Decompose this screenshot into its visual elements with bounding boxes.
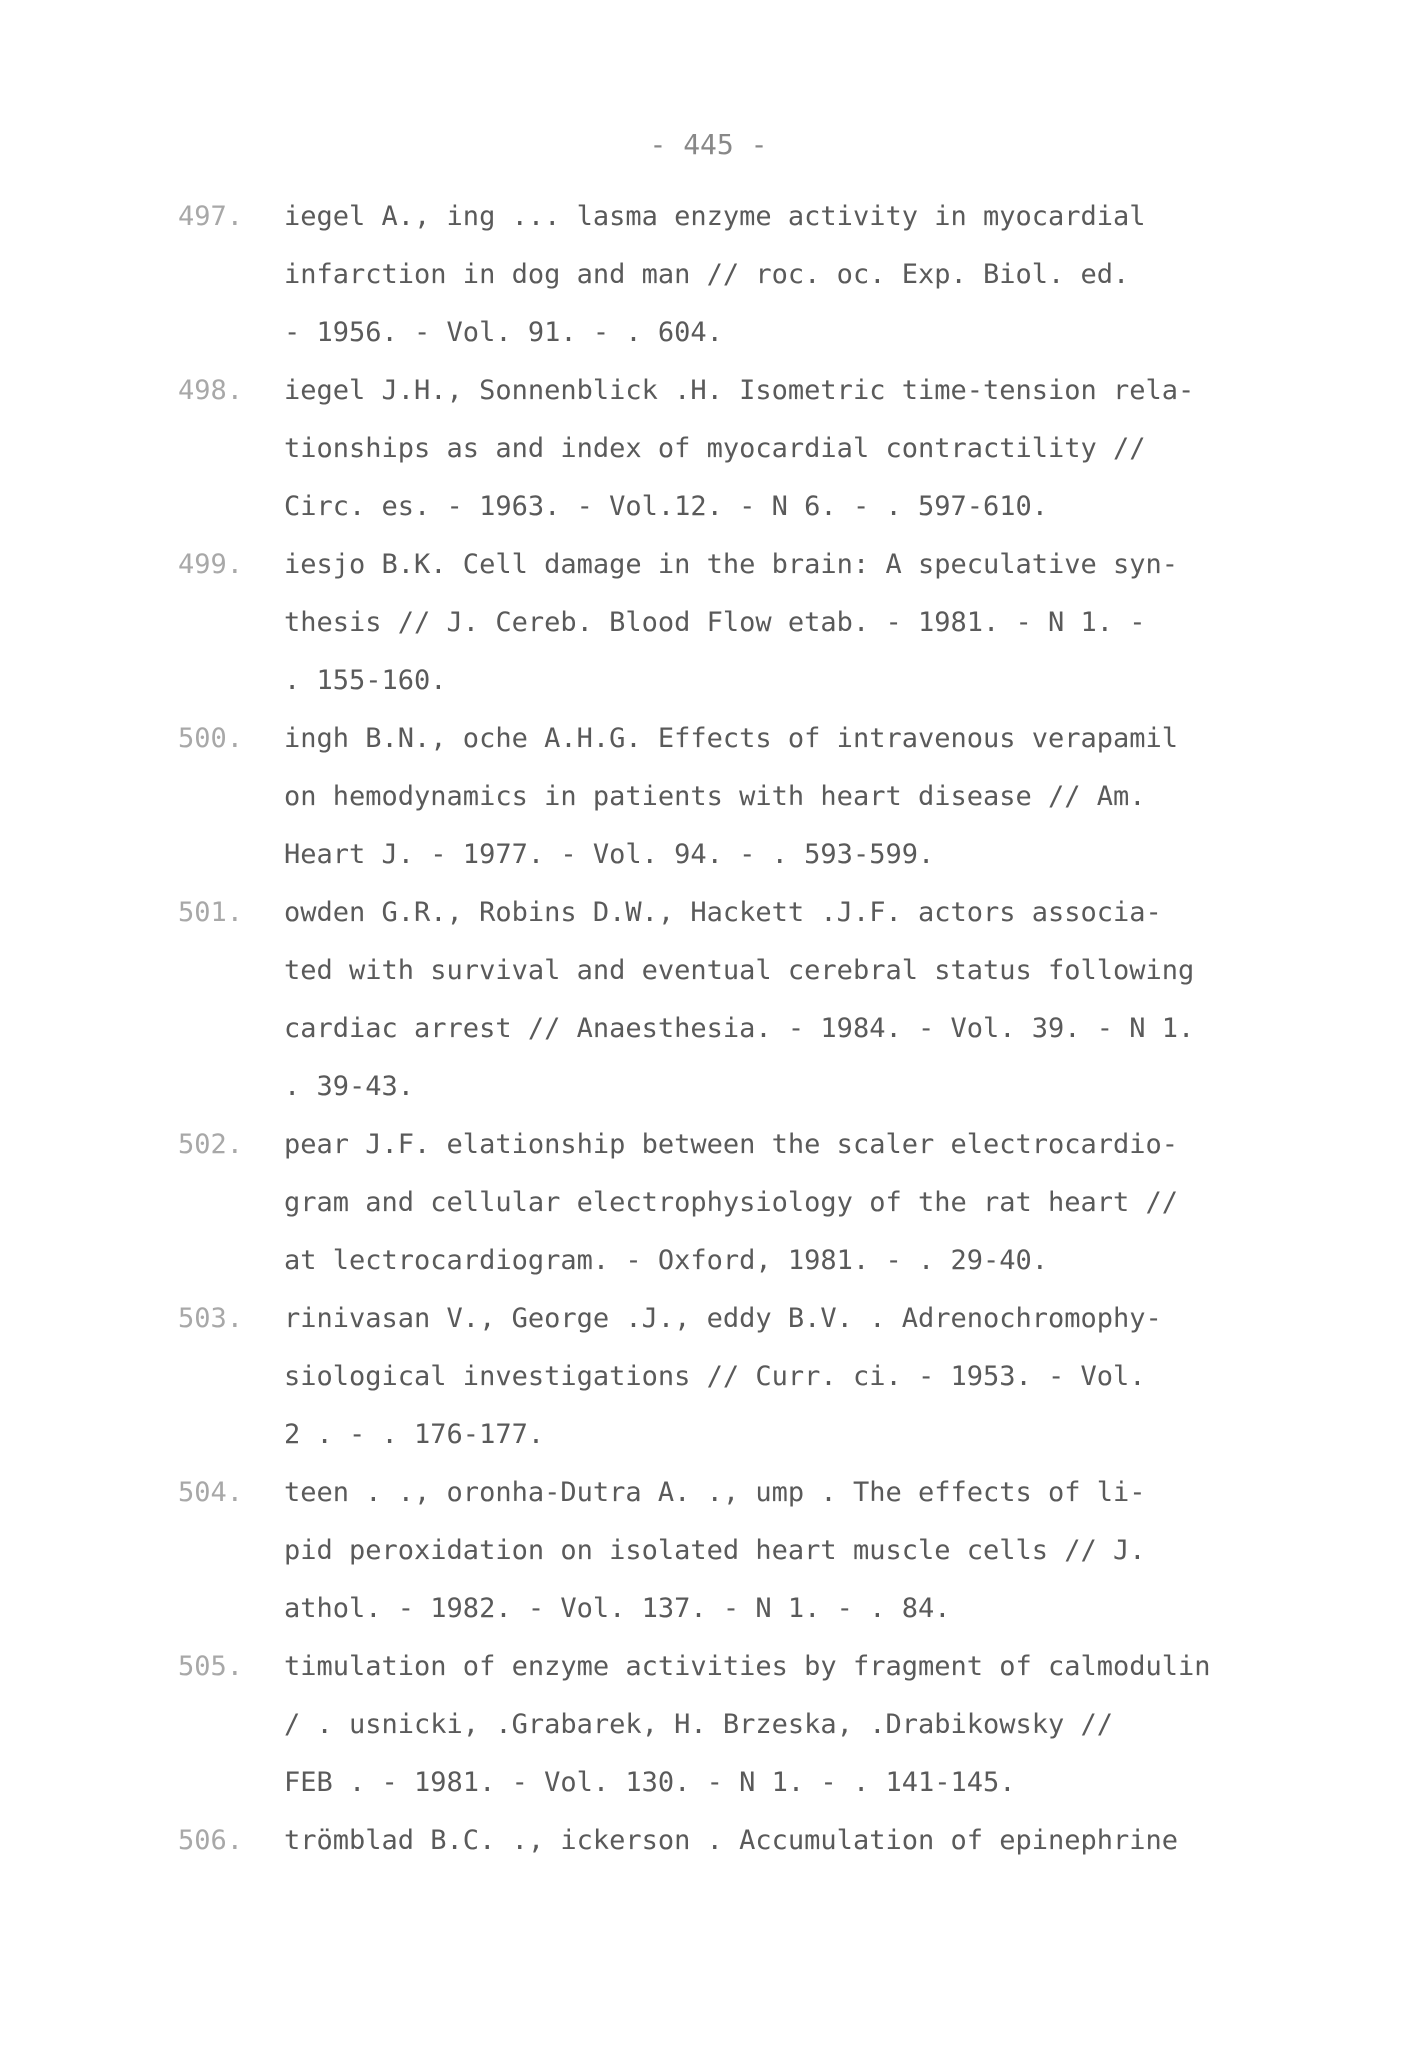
reference-number: 498. <box>178 375 244 406</box>
reference-line: / . usnicki, .Grabarek, H. Brzeska, .Drabikowsky // <box>284 1709 1114 1740</box>
reference-line: at lectrocardiogram. - Oxford, 1981. - . 29-40. <box>284 1245 1049 1276</box>
reference-number: 506. <box>178 1825 244 1856</box>
reference-entry <box>0 1812 1417 1870</box>
reference-line: timulation of enzyme activities by fragment of calmodulin <box>284 1651 1211 1682</box>
reference-number: 503. <box>178 1303 244 1334</box>
reference-line: tionships as and index of myocardial contractility // <box>284 433 1146 464</box>
reference-entry <box>0 1464 1417 1638</box>
page-number: - 445 - <box>649 128 768 161</box>
reference-list <box>0 188 1417 1870</box>
reference-entry <box>0 1290 1417 1464</box>
reference-text <box>284 1290 1304 1464</box>
reference-line: thesis // J. Cereb. Blood Flow etab. - 1981. - N 1. - <box>284 607 1146 638</box>
reference-text <box>284 710 1304 884</box>
reference-line: gram and cellular electrophysiology of the rat heart // <box>284 1187 1179 1218</box>
reference-number: 505. <box>178 1651 244 1682</box>
reference-text <box>284 188 1304 362</box>
reference-entry <box>0 188 1417 362</box>
reference-line: FEB . - 1981. - Vol. 130. - N 1. - . 141-145. <box>284 1767 1016 1798</box>
reference-text <box>284 884 1304 1116</box>
reference-line: . 155-160. <box>284 665 447 696</box>
reference-line: Heart J. - 1977. - Vol. 94. - . 593-599. <box>284 839 935 870</box>
reference-number: 500. <box>178 723 244 754</box>
reference-line: teen . ., oronha-Dutra A. ., ump . The effects of li- <box>284 1477 1146 1508</box>
reference-line: owden G.R., Robins D.W., Hackett .J.F. actors associa- <box>284 897 1162 928</box>
reference-line: . 39-43. <box>284 1071 415 1102</box>
reference-line: - 1956. - Vol. 91. - . 604. <box>284 317 723 348</box>
reference-line: siological investigations // Curr. ci. - 1953. - Vol. <box>284 1361 1146 1392</box>
reference-text <box>284 1812 1304 1870</box>
reference-number: 501. <box>178 897 244 928</box>
reference-entry <box>0 710 1417 884</box>
reference-line: trömblad B.C. ., ickerson . Accumulation of epinephrine <box>284 1825 1179 1856</box>
reference-entry <box>0 1638 1417 1812</box>
reference-number: 502. <box>178 1129 244 1160</box>
reference-text <box>284 536 1304 710</box>
reference-text <box>284 1116 1304 1290</box>
reference-entry <box>0 884 1417 1116</box>
reference-entry <box>0 536 1417 710</box>
reference-line: infarction in dog and man // roc. oc. Exp. Biol. ed. <box>284 259 1130 290</box>
reference-text <box>284 1638 1304 1812</box>
reference-number: 499. <box>178 549 244 580</box>
reference-line: athol. - 1982. - Vol. 137. - N 1. - . 84. <box>284 1593 951 1624</box>
reference-line: cardiac arrest // Anaesthesia. - 1984. - Vol. 39. - N 1. <box>284 1013 1195 1044</box>
reference-line: ingh B.N., oche A.H.G. Effects of intravenous verapamil <box>284 723 1179 754</box>
reference-entry <box>0 362 1417 536</box>
reference-line: pear J.F. elationship between the scaler electrocardio- <box>284 1129 1179 1160</box>
reference-entry <box>0 1116 1417 1290</box>
reference-line: ted with survival and eventual cerebral status following <box>284 955 1195 986</box>
reference-text <box>284 362 1304 536</box>
reference-line: on hemodynamics in patients with heart disease // Am. <box>284 781 1146 812</box>
reference-line: rinivasan V., George .J., eddy B.V. . Adrenochromophy- <box>284 1303 1162 1334</box>
reference-text <box>284 1464 1304 1638</box>
reference-line: iegel A., ing ... lasma enzyme activity in myocardial <box>284 201 1146 232</box>
reference-line: iesjo B.K. Cell damage in the brain: A speculative syn- <box>284 549 1179 580</box>
reference-number: 497. <box>178 201 244 232</box>
reference-line: 2 . - . 176-177. <box>284 1419 545 1450</box>
reference-line: Circ. es. - 1963. - Vol.12. - N 6. - . 597-610. <box>284 491 1049 522</box>
reference-line: pid peroxidation on isolated heart muscle cells // J. <box>284 1535 1146 1566</box>
reference-number: 504. <box>178 1477 244 1508</box>
reference-line: iegel J.H., Sonnenblick .H. Isometric time-tension rela- <box>284 375 1195 406</box>
